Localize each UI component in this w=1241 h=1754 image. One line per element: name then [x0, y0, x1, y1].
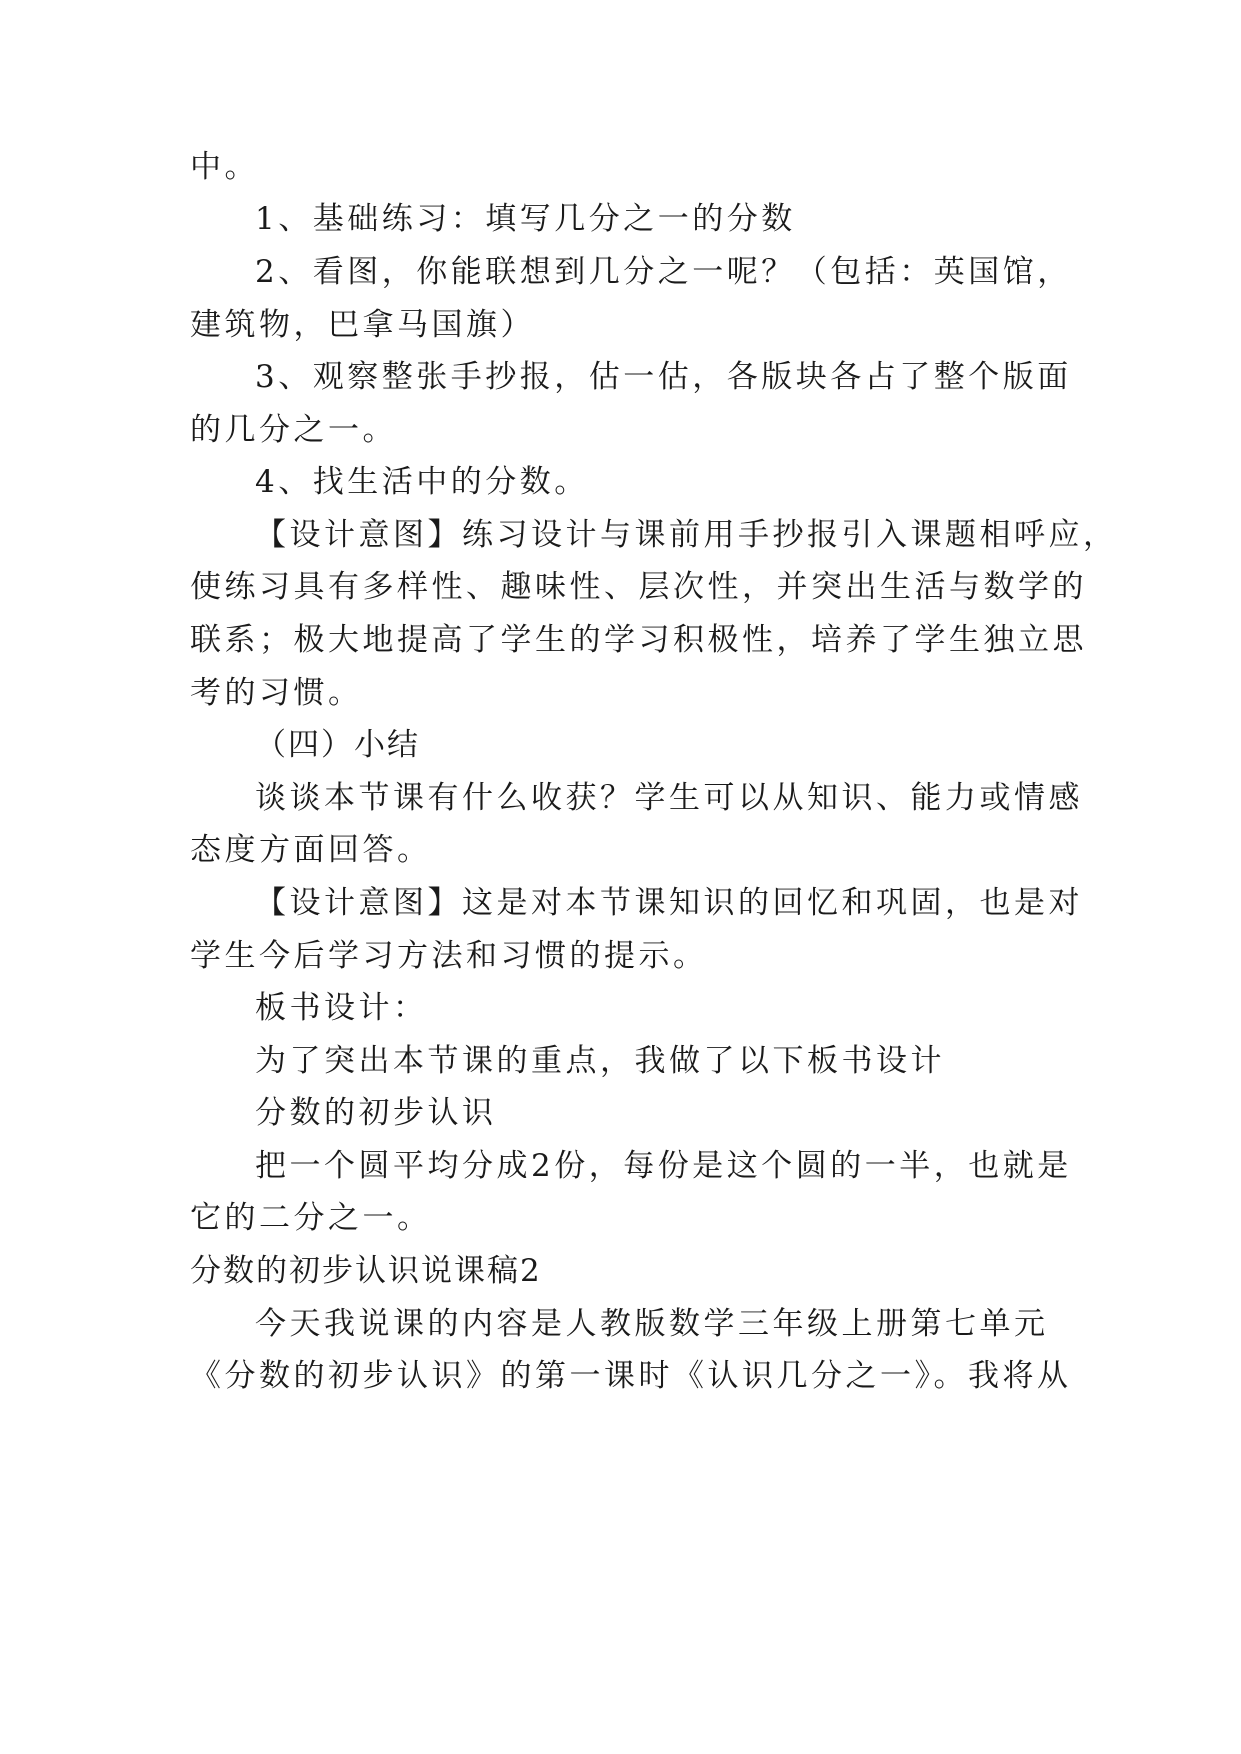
text-line: 考的习惯。	[190, 675, 363, 711]
text-line: 的几分之一。	[190, 412, 397, 448]
text-line: 2、看图，你能联想到几分之一呢？（包括：英国馆，	[255, 254, 1072, 290]
text-line: 态度方面回答。	[190, 832, 432, 868]
text-line: 联系；极大地提高了学生的学习积极性，培养了学生独立思	[190, 622, 1087, 658]
text-line: 3、观察整张手抄报，估一估，各版块各占了整个版面	[255, 359, 1072, 395]
text-line: 学生今后学习方法和习惯的提示。	[190, 938, 708, 974]
text-line: 【设计意图】练习设计与课前用手抄报引入课题相呼应，	[255, 517, 1118, 553]
section-title: 分数的初步认识说课稿2	[190, 1253, 542, 1289]
text-line: 板书设计：	[255, 990, 428, 1026]
text-line: 它的二分之一。	[190, 1200, 432, 1236]
text-line: 《分数的初步认识》的第一课时《认识几分之一》。我将从	[190, 1358, 1072, 1394]
text-line: 分数的初步认识	[255, 1095, 497, 1131]
text-line: 【设计意图】这是对本节课知识的回忆和巩固，也是对	[255, 885, 1083, 921]
text-line: 为了突出本节课的重点，我做了以下板书设计	[255, 1043, 945, 1079]
text-line: 谈谈本节课有什么收获？学生可以从知识、能力或情感	[255, 780, 1083, 816]
text-line: 使练习具有多样性、趣味性、层次性，并突出生活与数学的	[190, 569, 1087, 605]
text-line: 建筑物，巴拿马国旗）	[190, 307, 535, 343]
section-heading: （四）小结	[255, 727, 420, 763]
text-line: 把一个圆平均分成2份，每份是这个圆的一半，也就是	[255, 1148, 1072, 1184]
text-line: 今天我说课的内容是人教版数学三年级上册第七单元	[255, 1306, 1049, 1342]
text-line: 4、找生活中的分数。	[255, 464, 589, 500]
text-line: 1、基础练习：填写几分之一的分数	[255, 201, 796, 237]
text-line: 中。	[190, 149, 259, 185]
